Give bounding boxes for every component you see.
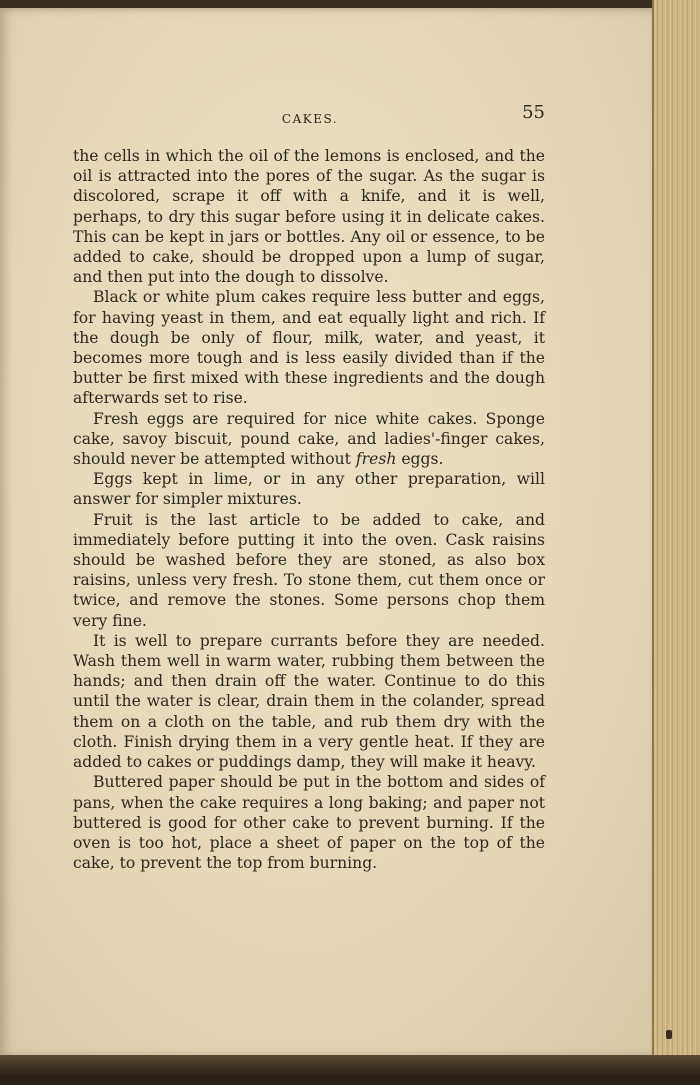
paragraph-buttered-paper: Buttered paper should be put in the bottom and sides of pans, when the cake requires a long baking; and paper not buttered is good for other cake to prevent burning. If the oven is too hot, place a sheet of paper on the top of the cake, to prevent the top from burning. [73, 773, 545, 873]
scan-bottom-border [0, 1055, 700, 1085]
page-edges [652, 0, 700, 1070]
page-header [75, 102, 545, 128]
fresh-eggs-end: eggs. [396, 450, 444, 469]
paragraph-lemon-oil: the cells in which the oil of the lemons is enclosed, and the oil is attracted into the pores of the sugar. As the sugar is discolored, scrape it off with a knife, and it is well, perhaps, to dry this sugar before using it in delicate cakes. This can be kept in jars or bottles. Any oil or essence, to be added to cake, should be dropped upon a lump of sugar, and then put into the dough to dissolve. [73, 147, 545, 287]
corner-mark [666, 1030, 672, 1039]
body-text [73, 146, 545, 873]
scan-top-border [0, 0, 700, 8]
running-head: CAKES. [281, 112, 339, 126]
paragraph-currants: It is well to prepare currants before they are needed. Wash them well in warm water, rubbing them between the hands; and then drain off the water. Continue to do this until the water is clear, drain them in the colander, spread them on a cloth on the table, and rub them dry with the cloth. Finish drying them in a very gentle heat. If they are added to cakes or puddings damp, they will make it heavy. [73, 631, 545, 772]
paragraph-fresh-eggs [73, 409, 545, 470]
paragraph-eggs-in-lime: Eggs kept in lime, or in any other preparation, will answer for simpler mixtures. [73, 470, 545, 509]
paragraph-plum-cakes: Black or white plum cakes require less butter and eggs, for having yeast in them, and eat equally light and rich. If the dough be only of flour, milk, water, and yeast, it becomes more tough and is less easily divided than if the butter be first mixed with these ingredients and the dough afterwards set to rise. [73, 288, 545, 408]
paragraph-fruit: Fruit is the last article to be added to cake, and immediately before putting it into the oven. Cask raisins should be washed before they are stoned, as also box raisins, unless very fresh. To stone them, cut them once or twice, and remove the stones. Some persons chop them very fine. [73, 510, 545, 630]
fresh-eggs-text: Fresh eggs are required for nice white cakes. Sponge cake, savoy biscuit, pound cake, and ladies'-finger cakes, should never be attempted without [73, 409, 545, 469]
book-page [0, 8, 660, 1058]
page-number: 55 [522, 102, 545, 123]
fresh-emphasis: fresh [355, 450, 397, 469]
